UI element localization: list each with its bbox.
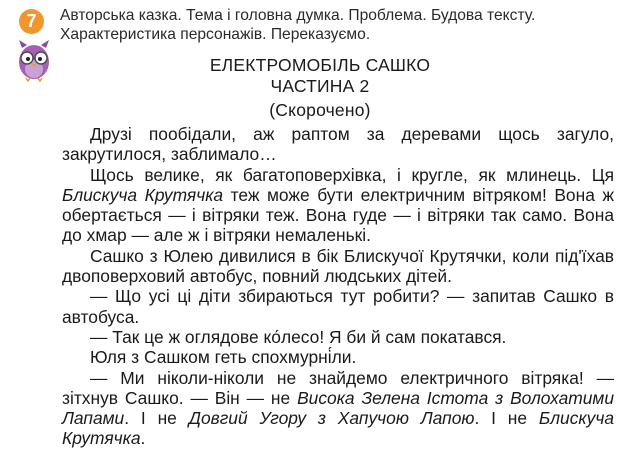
paragraph-5: — Так це ж оглядове ко́лесо! Я би й сам покатався.	[90, 326, 507, 347]
abridged-note: (Скорочено)	[269, 100, 371, 120]
paragraph-1: Друзі пообідали, аж раптом за деревами щось загуло, закрутилося, заблимало…	[62, 124, 614, 165]
lesson-number-badge: 7	[19, 9, 44, 34]
story-title: ЕЛЕКТРОМОБІЛЬ САШКО	[209, 55, 431, 75]
lesson-topic: Авторська казка. Тема і головна думка. Проблема. Будова тексту. Характеристика персонажів. Переказуємо.	[60, 7, 536, 43]
paragraph-4: — Що усі ці діти збираються тут робити? — запитав Сашко в автобуса.	[62, 286, 614, 327]
paragraph-2: Щось велике, як багатоповерхівка, і кругле, як млинець. Ця Блискуча Крутячка теж може бути електричним вітряком! Вона ж обертається — і вітряки теж. Вона гуде — і вітряки так само. Вона до хмар — але ж і вітряки немаленькі.	[62, 164, 614, 246]
paragraph-3: Сашко з Юлею дивилися в бік Блискучої Крутячки, коли під'їхав двоповерховий автобус, повний людських дітей.	[62, 245, 614, 287]
paragraph-6: Юля з Сашком геть спохмурні́ли.	[90, 347, 357, 368]
story-part: ЧАСТИНА 2	[270, 76, 370, 96]
story-text	[62, 124, 614, 449]
paragraph-7: — Ми ніколи-ніколи не знайдемо електричного вітряка! — зітхнув Сашко. — Він — не Висока Зелена Істота з Волохатими Лапами. І не Довгий Угору з Хапучою Лапою. І не Блискуча Крутячка.	[62, 367, 614, 449]
